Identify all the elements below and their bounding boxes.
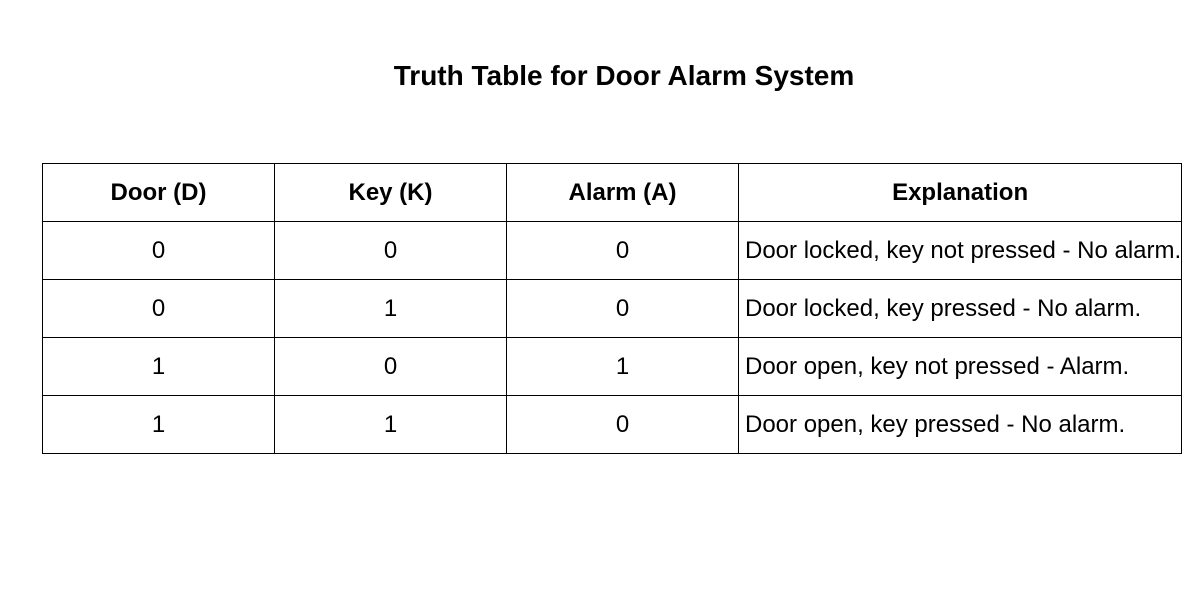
cell-explanation: Door locked, key not pressed - No alarm. [739,222,1182,280]
cell-key: 1 [275,396,507,454]
cell-alarm: 0 [507,222,739,280]
cell-door: 1 [43,396,275,454]
cell-key: 1 [275,280,507,338]
header-row [43,164,1182,222]
cell-explanation: Door open, key not pressed - Alarm. [739,338,1182,396]
cell-door: 0 [43,222,275,280]
column-header-explanation: Explanation [739,164,1182,222]
cell-explanation: Door locked, key pressed - No alarm. [739,280,1182,338]
table-row [43,222,1182,280]
table-row [43,280,1182,338]
table-title: Truth Table for Door Alarm System [393,60,855,91]
cell-door: 1 [43,338,275,396]
cell-key: 0 [275,222,507,280]
cell-alarm: 1 [507,338,739,396]
cell-alarm: 0 [507,280,739,338]
cell-alarm: 0 [507,396,739,454]
table-row [43,396,1182,454]
cell-explanation: Door open, key pressed - No alarm. [739,396,1182,454]
table-row [43,338,1182,396]
cell-key: 0 [275,338,507,396]
column-header-key: Key (K) [275,164,507,222]
column-header-door: Door (D) [43,164,275,222]
truth-table [42,163,1182,454]
column-header-alarm: Alarm (A) [507,164,739,222]
cell-door: 0 [43,280,275,338]
